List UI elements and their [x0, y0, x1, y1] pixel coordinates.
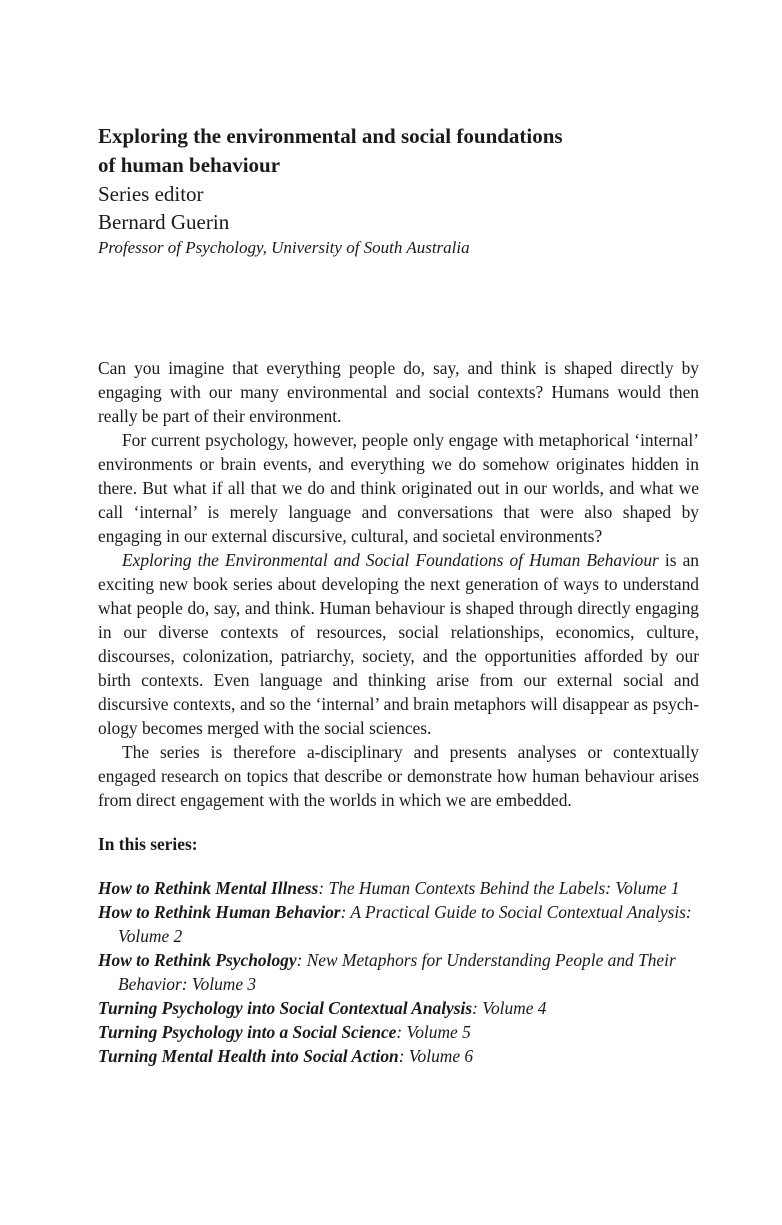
list-item: [98, 948, 699, 996]
book-title: How to Rethink Human Behavior: [98, 902, 341, 922]
paragraph-3: [98, 548, 699, 740]
book-subtitle: : Volume 4: [472, 998, 547, 1018]
book-subtitle: : Volume 5: [396, 1022, 471, 1042]
series-page: [98, 122, 699, 1068]
book-title: How to Rethink Psychology: [98, 950, 297, 970]
list-item: [98, 1020, 699, 1044]
in-this-series-heading: In this series:: [98, 834, 198, 854]
series-name-inline: Exploring the Environmental and Social Foundations of Human Behaviour: [122, 550, 659, 570]
editor-affiliation: Professor of Psychology, University of South Australia: [98, 238, 470, 257]
list-item: [98, 876, 699, 900]
series-description: [98, 356, 699, 812]
paragraph-1: Can you imagine that everything people do, say, and think is shaped directly by engaging with our many environmental and social contexts? Humans would then really be part of their environment.: [98, 358, 699, 426]
series-editor-label: Series editor: [98, 182, 204, 206]
book-title: How to Rethink Mental Illness: [98, 878, 319, 898]
list-item: [98, 1044, 699, 1068]
book-subtitle: : New Metaphors for Understanding People and Their Behavior: Volume 3: [118, 950, 676, 994]
book-title: Turning Mental Health into Social Action: [98, 1046, 399, 1066]
series-title-line-1: Exploring the environmental and social foundations: [98, 124, 563, 148]
series-title-line-2: of human behaviour: [98, 153, 281, 177]
series-title: [98, 122, 699, 180]
book-subtitle: : Volume 6: [398, 1046, 474, 1066]
book-title: Turning Psychology into a Social Science: [98, 1022, 397, 1042]
paragraph-2: For current psychology, however, people only engage with metaphorical ‘internal’ environments or brain events, and everything we do somehow originates hidden in there. But what if all that we do and think originated out in our worlds, and what we call ‘internal’ is merely language and conversations that were also shaped by engaging in our external discursive, cultural, and societal environments?: [98, 430, 699, 546]
series-book-list: [98, 876, 699, 1068]
paragraph-4: The series is therefore a-disciplinary and presents analyses or contextually engaged research on topics that describe or demonstrate how human behaviour arises from direct engagement with the worlds in which we are embedded.: [98, 742, 699, 810]
list-item: [98, 996, 699, 1020]
editor-name: Bernard Guerin: [98, 210, 230, 234]
paragraph-3-text: is an exciting new book series about developing the next generation of ways to understand what people do, say, and think. Human behaviour is shaped through directly engaging in our diverse contexts of resources, social relationships, economics, culture, discourses, colonization, patriarchy, society, and the opportunities afforded by our birth contexts. Even language and thinking arise from our external social and discursive contexts, and so the ‘internal’ and brain metaphors will disappear as psychology becomes merged with the social sciences.: [98, 550, 699, 738]
list-item: [98, 900, 699, 948]
book-subtitle: : The Human Contexts Behind the Labels: Volume 1: [318, 878, 680, 898]
book-subtitle: : A Practical Guide to Social Contextual Analysis: Volume 2: [118, 902, 692, 946]
book-title: Turning Psychology into Social Contextual Analysis: [98, 998, 473, 1018]
